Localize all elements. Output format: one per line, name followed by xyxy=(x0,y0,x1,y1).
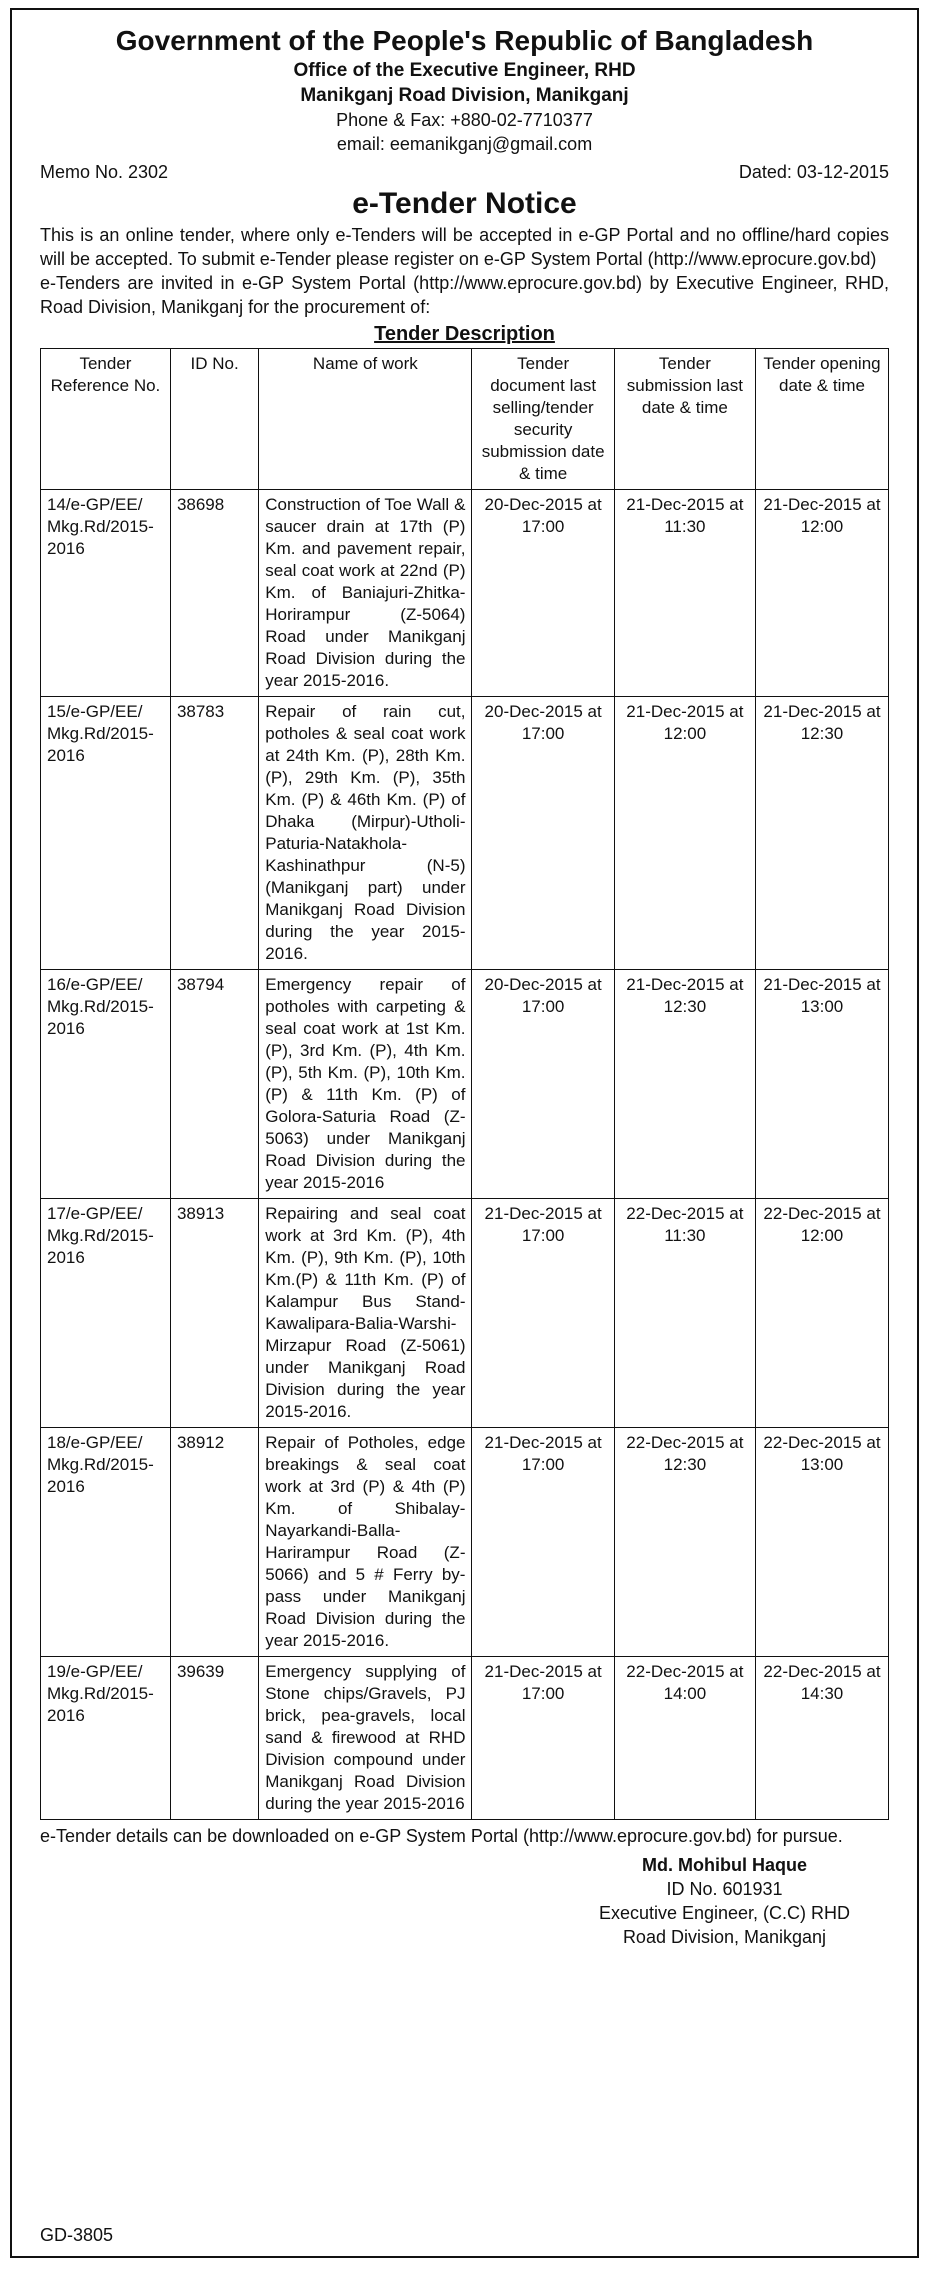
tender-id: 39639 xyxy=(170,1657,258,1820)
table-header-row xyxy=(41,349,889,490)
table-heading: Tender Description xyxy=(374,323,555,345)
tender-reference: 16/e-GP/EE/ Mkg.Rd/2015-2016 xyxy=(41,970,171,1199)
column-header: Tender document last selling/tender security submission date & time xyxy=(472,349,614,490)
division-name: Manikganj Road Division, Manikganj xyxy=(300,85,629,106)
submission-date: 21-Dec-2015 at 12:00 xyxy=(614,697,755,970)
work-name: Repair of rain cut, potholes & seal coat work at 24th Km. (P), 28th Km. (P), 29th Km. (P), 35th Km. (P) & 46th Km. (P) of Dhaka (Mirpur)-Utholi-Paturia-Natakhola-Kashinathpur (N-5) (Manikganj part) under Manikganj Road Division during the year 2015-2016. xyxy=(259,697,472,970)
signatory-name: Md. Mohibul Haque xyxy=(642,1855,807,1875)
government-title: Government of the People's Republic of Bangladesh xyxy=(115,25,814,56)
tender-reference: 17/e-GP/EE/ Mkg.Rd/2015-2016 xyxy=(41,1199,171,1428)
opening-date: 22-Dec-2015 at 13:00 xyxy=(756,1428,889,1657)
column-header: Name of work xyxy=(259,349,472,490)
selling-date: 20-Dec-2015 at 17:00 xyxy=(472,697,614,970)
signatory-id: ID No. 601931 xyxy=(666,1879,783,1899)
tender-reference: 18/e-GP/EE/ Mkg.Rd/2015-2016 xyxy=(41,1428,171,1657)
gd-number: GD-3805 xyxy=(40,2225,114,2245)
letterhead xyxy=(40,24,889,156)
tender-id: 38913 xyxy=(170,1199,258,1428)
office-name: Office of the Executive Engineer, RHD xyxy=(293,60,636,81)
selling-date: 21-Dec-2015 at 17:00 xyxy=(472,1428,614,1657)
tender-notice-page xyxy=(10,8,919,2258)
submission-date: 21-Dec-2015 at 11:30 xyxy=(614,490,755,697)
work-name: Emergency repair of potholes with carpeting & seal coat work at 1st Km. (P), 3rd Km. (P), 4th Km. (P), 5th Km. (P), 10th Km. (P) & 11th Km. (P) of Golora-Saturia Road (Z-5063) under Manikganj Road Division during the year 2015-2016 xyxy=(259,970,472,1199)
submission-date: 22-Dec-2015 at 14:00 xyxy=(614,1657,755,1820)
column-header: Tender Reference No. xyxy=(41,349,171,490)
memo-row xyxy=(40,162,889,183)
tender-id: 38794 xyxy=(170,970,258,1199)
table-row xyxy=(41,970,889,1199)
signature-block xyxy=(560,1853,889,1949)
table-row xyxy=(41,697,889,970)
selling-date: 21-Dec-2015 at 17:00 xyxy=(472,1199,614,1428)
tender-id: 38912 xyxy=(170,1428,258,1657)
tender-reference: 19/e-GP/EE/ Mkg.Rd/2015-2016 xyxy=(41,1657,171,1820)
work-name: Repairing and seal coat work at 3rd Km. (P), 4th Km. (P), 9th Km. (P), 10th Km.(P) & 11th Km. (P) of Kalampur Bus Stand-Kawalipara-Balia-Warshi-Mirzapur Road (Z-5061) under Manikganj Road Division during the year 2015-2016. xyxy=(259,1199,472,1428)
submission-date: 22-Dec-2015 at 12:30 xyxy=(614,1428,755,1657)
selling-date: 21-Dec-2015 at 17:00 xyxy=(472,1657,614,1820)
work-name: Repair of Potholes, edge breakings & seal coat work at 3rd (P) & 4th (P) Km. of Shibalay-Nayarkandi-Balla-Harirampur Road (Z-5066) and 5 # Ferry by-pass under Manikganj Road Division during the year 2015-2016. xyxy=(259,1428,472,1657)
opening-date: 22-Dec-2015 at 14:30 xyxy=(756,1657,889,1820)
opening-date: 21-Dec-2015 at 13:00 xyxy=(756,970,889,1199)
tender-reference: 14/e-GP/EE/ Mkg.Rd/2015-2016 xyxy=(41,490,171,697)
tender-id: 38698 xyxy=(170,490,258,697)
table-row xyxy=(41,490,889,697)
table-row xyxy=(41,1657,889,1820)
submission-date: 21-Dec-2015 at 12:30 xyxy=(614,970,755,1199)
table-row xyxy=(41,1428,889,1657)
tender-table xyxy=(40,348,889,1820)
column-header: Tender opening date & time xyxy=(756,349,889,490)
phone-fax: Phone & Fax: +880-02-7710377 xyxy=(336,110,593,130)
selling-date: 20-Dec-2015 at 17:00 xyxy=(472,490,614,697)
column-header: Tender submission last date & time xyxy=(614,349,755,490)
column-header: ID No. xyxy=(170,349,258,490)
download-note: e-Tender details can be downloaded on e-GP System Portal (http://www.eprocure.gov.bd) for pursue. xyxy=(40,1826,843,1846)
opening-date: 22-Dec-2015 at 12:00 xyxy=(756,1199,889,1428)
memo-date: Dated: 03-12-2015 xyxy=(738,162,889,182)
work-name: Construction of Toe Wall & saucer drain at 17th (P) Km. and pavement repair, seal coat work at 22nd (P) Km. of Baniajuri-Zhitka-Horirampur (Z-5064) Road under Manikganj Road Division during the year 2015-2016. xyxy=(259,490,472,697)
intro-paragraph-1: This is an online tender, where only e-Tenders will be accepted in e-GP Portal and no offline/hard copies will be accepted. To submit e-Tender please register on e-GP System Portal (http://www.eprocure.gov.bd) xyxy=(40,225,889,269)
memo-number: Memo No. 2302 xyxy=(40,162,169,182)
signatory-title: Executive Engineer, (C.C) RHD xyxy=(598,1903,851,1923)
email: email: eemanikganj@gmail.com xyxy=(336,134,593,154)
work-name: Emergency supplying of Stone chips/Gravels, PJ brick, pea-gravels, local sand & firewood at RHD Division compound under Manikganj Road Division during the year 2015-2016 xyxy=(259,1657,472,1820)
opening-date: 21-Dec-2015 at 12:30 xyxy=(756,697,889,970)
tender-id: 38783 xyxy=(170,697,258,970)
table-row xyxy=(41,1199,889,1428)
opening-date: 21-Dec-2015 at 12:00 xyxy=(756,490,889,697)
submission-date: 22-Dec-2015 at 11:30 xyxy=(614,1199,755,1428)
notice-title: e-Tender Notice xyxy=(352,187,577,220)
signatory-office: Road Division, Manikganj xyxy=(622,1927,827,1947)
selling-date: 20-Dec-2015 at 17:00 xyxy=(472,970,614,1199)
intro-paragraph-2: e-Tenders are invited in e-GP System Portal (http://www.eprocure.gov.bd) by Executive Engineer, RHD, Road Division, Manikganj for the procurement of: xyxy=(40,273,889,317)
tender-reference: 15/e-GP/EE/ Mkg.Rd/2015-2016 xyxy=(41,697,171,970)
